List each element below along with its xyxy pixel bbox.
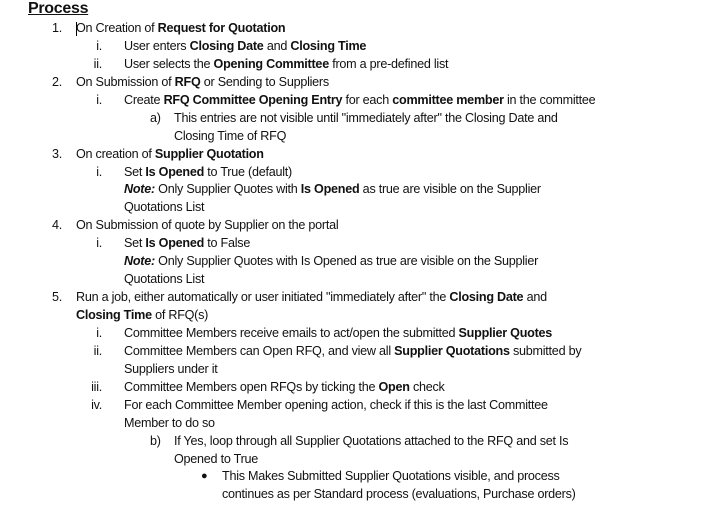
list-marker: 5.: [52, 290, 63, 305]
list-line: [0, 146, 704, 164]
text-run: for each: [342, 92, 393, 107]
text-run: Only Supplier Quotes with: [154, 182, 301, 197]
list-line: [0, 181, 704, 199]
text-run: submitted by: [509, 343, 582, 358]
list-marker: b): [150, 433, 161, 448]
list-text: [124, 56, 448, 74]
list-line: [0, 20, 704, 38]
text-run: This entries are not visible until "immediately after" the Closing Date and: [174, 110, 558, 125]
text-run: of RFQ(s): [151, 308, 209, 322]
list-line: [0, 397, 704, 415]
list-marker: i.: [96, 164, 102, 179]
list-line: [0, 56, 704, 74]
list-line: [0, 92, 704, 110]
list-marker: 2.: [52, 74, 63, 89]
text-run: Committee Members open RFQs by ticking the: [124, 379, 379, 394]
list-text: [124, 164, 292, 182]
text-run: User enters: [124, 38, 190, 53]
list-text: [124, 199, 204, 217]
list-line: [0, 343, 704, 361]
list-marker: ii.: [93, 343, 102, 358]
list-line: [0, 451, 704, 469]
bold-term: Note:: [124, 182, 155, 197]
text-run: Set: [124, 164, 146, 179]
bold-term: Note:: [124, 254, 155, 269]
bold-term: Is Opened: [145, 164, 205, 179]
text-run: On creation of: [76, 146, 155, 161]
list-text: [76, 217, 338, 235]
list-text: [174, 110, 558, 128]
list-marker: i.: [96, 325, 102, 340]
list-text: [76, 307, 208, 325]
bold-term: Open: [378, 379, 410, 394]
list-line: [0, 253, 704, 271]
list-text: [124, 415, 215, 433]
list-text: [124, 271, 204, 289]
bold-term: Closing Date: [449, 290, 524, 305]
list-text: [174, 433, 568, 451]
list-line: [0, 164, 704, 182]
text-run: from a pre-defined list: [328, 56, 449, 71]
text-run: On Submission of quote by Supplier on the portal: [76, 218, 339, 233]
list-text: [124, 361, 218, 379]
list-text: [124, 92, 595, 110]
process-list[interactable]: [0, 20, 704, 504]
text-run: Set: [124, 236, 146, 251]
list-line: [0, 289, 704, 307]
list-line: [0, 217, 704, 235]
list-marker: 3.: [52, 146, 63, 161]
text-run: to False: [204, 236, 251, 251]
list-line: [0, 74, 704, 92]
bold-term: Closing Date: [189, 38, 264, 53]
text-run: If Yes, loop through all Supplier Quotations attached to the RFQ and set Is: [174, 433, 569, 448]
text-run: Quotations List: [124, 200, 205, 215]
list-text: [76, 146, 264, 164]
text-run: Committee Members can Open RFQ, and view all: [124, 343, 395, 358]
text-run: On Creation of: [76, 21, 158, 35]
text-run: or Sending to Suppliers: [200, 74, 329, 89]
list-text: [124, 325, 552, 343]
bold-term: Is Opened: [300, 182, 360, 197]
text-run: Create: [124, 92, 164, 107]
text-run: continues as per Standard process (evaluations, Purchase orders): [222, 487, 576, 502]
bold-term: Supplier Quotation: [154, 146, 264, 161]
list-text: [76, 20, 285, 38]
text-run: Only Supplier Quotes with Is Opened as true are visible on the Supplier: [154, 254, 539, 269]
bold-term: Is Opened: [145, 236, 205, 251]
text-run: Committee Members receive emails to act/open the submitted: [124, 325, 459, 340]
list-line: [0, 271, 704, 289]
list-marker: ii.: [93, 56, 102, 71]
bullet-icon: ●: [201, 470, 208, 483]
list-marker: i.: [96, 92, 102, 107]
list-text: [222, 486, 576, 504]
bold-term: RFQ Committee Opening Entry: [163, 92, 343, 107]
list-text: [124, 343, 581, 361]
list-line: [0, 235, 704, 253]
list-line: [0, 361, 704, 379]
page-title: Process: [28, 0, 89, 17]
list-line: [0, 307, 704, 325]
text-run: Suppliers under it: [124, 361, 218, 376]
bold-term: Request for Quotation: [157, 21, 286, 35]
list-marker: iv.: [91, 397, 102, 412]
list-line: [0, 199, 704, 217]
list-line: [0, 433, 704, 451]
list-line: [0, 325, 704, 343]
text-run: check: [409, 379, 445, 394]
list-marker: i.: [96, 38, 102, 53]
list-marker: i.: [96, 236, 102, 251]
list-text: [174, 451, 258, 469]
text-run: in the committee: [503, 92, 596, 107]
list-line: [0, 38, 704, 56]
text-run: to True (default): [204, 164, 292, 179]
text-run: as true are visible on the Supplier: [359, 182, 541, 197]
list-text: [124, 379, 445, 397]
list-marker: iii.: [91, 379, 102, 394]
bold-term: committee member: [392, 92, 504, 107]
list-text: [124, 253, 538, 271]
list-line: [0, 486, 704, 504]
list-text: [76, 289, 547, 307]
list-text: [76, 74, 329, 92]
list-text: [124, 38, 366, 56]
list-line: [0, 468, 704, 486]
text-run: Opened to True: [174, 451, 259, 466]
bold-term: Supplier Quotations: [394, 343, 510, 358]
list-marker: a): [150, 110, 161, 125]
text-run: Quotations List: [124, 272, 205, 287]
list-line: [0, 379, 704, 397]
text-run: User selects the: [124, 56, 214, 71]
text-run: Closing Time of RFQ: [174, 128, 287, 143]
list-text: [124, 181, 541, 199]
text-run: Member to do so: [124, 415, 215, 430]
text-run: Run a job, either automatically or user initiated "immediately after" the: [76, 290, 450, 305]
list-text: [124, 235, 250, 253]
bold-term: Closing Time: [76, 308, 152, 322]
list-marker: 1.: [52, 21, 63, 35]
bold-term: Opening Committee: [213, 56, 329, 71]
list-line: [0, 415, 704, 433]
bold-term: Supplier Quotes: [458, 325, 553, 340]
list-text: [174, 128, 286, 146]
text-run: This Makes Submitted Supplier Quotations visible, and process: [222, 469, 560, 484]
list-line: [0, 110, 704, 128]
text-run: For each Committee Member opening action, check if this is the last Committee: [124, 397, 548, 412]
list-line: [0, 128, 704, 146]
bold-term: Closing Time: [290, 38, 367, 53]
list-marker: 4.: [52, 218, 63, 233]
list-text: [124, 397, 548, 415]
text-run: and: [523, 290, 547, 305]
bold-term: RFQ: [174, 74, 201, 89]
list-text: [222, 468, 560, 486]
text-run: On Submission of: [76, 74, 175, 89]
text-run: and: [263, 38, 291, 53]
